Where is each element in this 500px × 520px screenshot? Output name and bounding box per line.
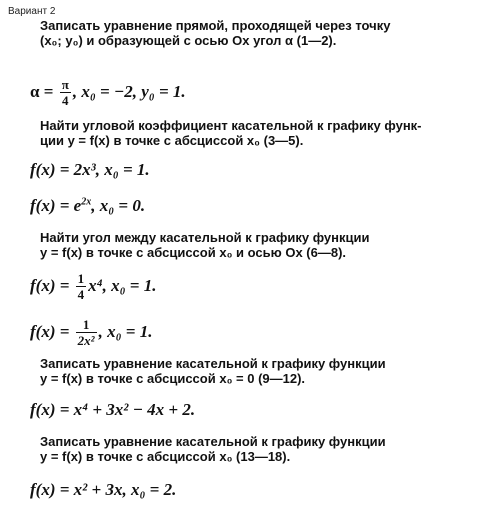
formula-4-frac-num: 1 <box>77 271 85 286</box>
formula-3 <box>30 196 145 216</box>
formula-1-frac-den: 4 <box>62 93 69 108</box>
task-4-line-2: y = f(x) в точке с абсциссой x₀ = 0 (9—12). <box>40 371 306 386</box>
formula-5-rest: , x₀ = 1. <box>98 321 153 341</box>
task-1-line-2: (x₀; y₀) и образующей с осью Ox угол α (1—2). <box>40 33 337 48</box>
formula-5-fraction <box>76 318 97 348</box>
formula-1-rest: , x₀ = −2, y₀ = 1. <box>72 81 186 101</box>
formula-5-lhs: f(x) = <box>30 321 70 341</box>
formula-1-fraction <box>60 78 71 108</box>
formula-4 <box>30 272 156 302</box>
formula-6: f(x) = x⁴ + 3x² − 4x + 2. <box>30 400 196 419</box>
task-5-line-2: y = f(x) в точке с абсциссой x₀ (13—18). <box>40 449 291 464</box>
task-3-line-1: Найти угол между касательной к графику функции <box>40 230 370 245</box>
task-2-text <box>40 118 488 148</box>
task-3-text <box>40 230 488 260</box>
task-1-line-1: Записать уравнение прямой, проходящей через точку <box>40 18 391 33</box>
formula-4-lhs: f(x) = <box>30 275 70 295</box>
task-1-text <box>40 18 488 48</box>
task-5-text <box>40 434 488 464</box>
task-2-line-1: Найти угловой коэффициент касательной к графику функ- <box>40 118 422 133</box>
task-5-line-1: Записать уравнение касательной к графику функции <box>40 434 386 449</box>
formula-4-rest: x⁴, x₀ = 1. <box>88 275 157 295</box>
formula-4-fraction <box>76 272 87 302</box>
formula-3-rest: , x₀ = 0. <box>91 196 146 215</box>
variant-label: Вариант 2 <box>8 6 56 17</box>
formula-4-frac-den: 4 <box>77 287 85 302</box>
formula-1-alpha: α = <box>30 81 54 101</box>
task-4-line-1: Записать уравнение касательной к графику функции <box>40 356 386 371</box>
formula-5-frac-num: 1 <box>82 317 90 332</box>
formula-3-exponent: 2x <box>81 196 92 208</box>
formula-1 <box>30 78 186 108</box>
formula-2: f(x) = 2x³, x₀ = 1. <box>30 160 150 179</box>
formula-5-frac-den: 2x² <box>77 333 95 348</box>
formula-7: f(x) = x² + 3x, x₀ = 2. <box>30 480 177 499</box>
task-2-line-2: ции y = f(x) в точке с абсциссой x₀ (3—5). <box>40 133 304 148</box>
formula-3-lhs: f(x) = e <box>30 196 82 215</box>
task-4-text <box>40 356 488 386</box>
task-3-line-2: y = f(x) в точке с абсциссой x₀ и осью Ox (6—8). <box>40 245 347 260</box>
formula-5 <box>30 318 152 348</box>
formula-1-frac-num: π <box>61 77 69 92</box>
